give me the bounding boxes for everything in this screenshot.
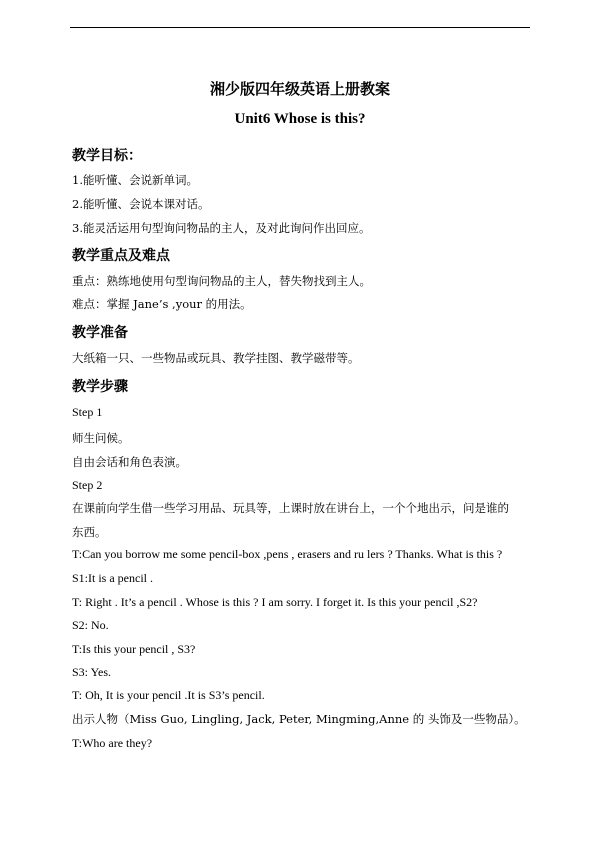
preparation-heading: 教学准备 — [72, 325, 128, 341]
step-line: T:Is this your pencil , S3? — [72, 642, 196, 656]
key-point-item: 难点：掌握 Jane’s ,your 的用法。 — [72, 297, 252, 311]
document-title: 湘少版四年级英语上册教案 — [209, 80, 390, 98]
step-line: S3: Yes. — [72, 665, 112, 679]
step-line: 在课前向学生借一些学习用品、玩具等，上课时放在讲台上，一个个地出示，问是谁的 — [72, 501, 509, 515]
steps-heading: 教学步骤 — [72, 379, 128, 395]
step-line: S2: No. — [72, 618, 109, 632]
key-point-item: 重点：熟练地使用句型询问物品的主人，替失物找到主人。 — [72, 274, 371, 288]
step-line: T: Right . It’s a pencil . Whose is this ? I am sorry. I forget it. Is this your pencil ,S2? — [72, 595, 478, 609]
key-points-heading: 教学重点及难点 — [72, 248, 170, 264]
objective-item: 3.能灵活运用句型询问物品的主人，及对此询问作出回应。 — [72, 221, 371, 235]
objective-item: 1.能听懂、会说新单词。 — [72, 173, 198, 187]
step-line: T:Can you borrow me some pencil-box ,pens , erasers and ru lers ? Thanks. What is this ? — [72, 547, 503, 561]
header-rule — [70, 27, 530, 28]
objective-item: 2.能听懂、会说本课对话。 — [72, 197, 210, 211]
step-line: T:Who are they? — [72, 736, 153, 750]
step-line: T: Oh, It is your pencil .It is S3’s pencil. — [72, 688, 265, 702]
preparation-text: 大纸箱一只、一些物品或玩具、教学挂图、教学磁带等。 — [72, 351, 360, 365]
step-line: 出示人物（Miss Guo, Lingling, Jack, Peter, Mingming,Anne 的 头饰及一些物品）。 — [72, 712, 526, 726]
unit-subtitle: Unit6 Whose is this? — [234, 111, 366, 127]
step-line: S1:It is a pencil . — [72, 571, 153, 585]
step-line: Step 2 — [72, 478, 103, 492]
objectives-heading: 教学目标： — [72, 148, 142, 164]
step-line: 自由会话和角色表演。 — [72, 455, 187, 469]
step-line: 东西。 — [72, 525, 107, 539]
step-line: 师生问候。 — [72, 431, 130, 445]
step-line: Step 1 — [72, 405, 103, 419]
